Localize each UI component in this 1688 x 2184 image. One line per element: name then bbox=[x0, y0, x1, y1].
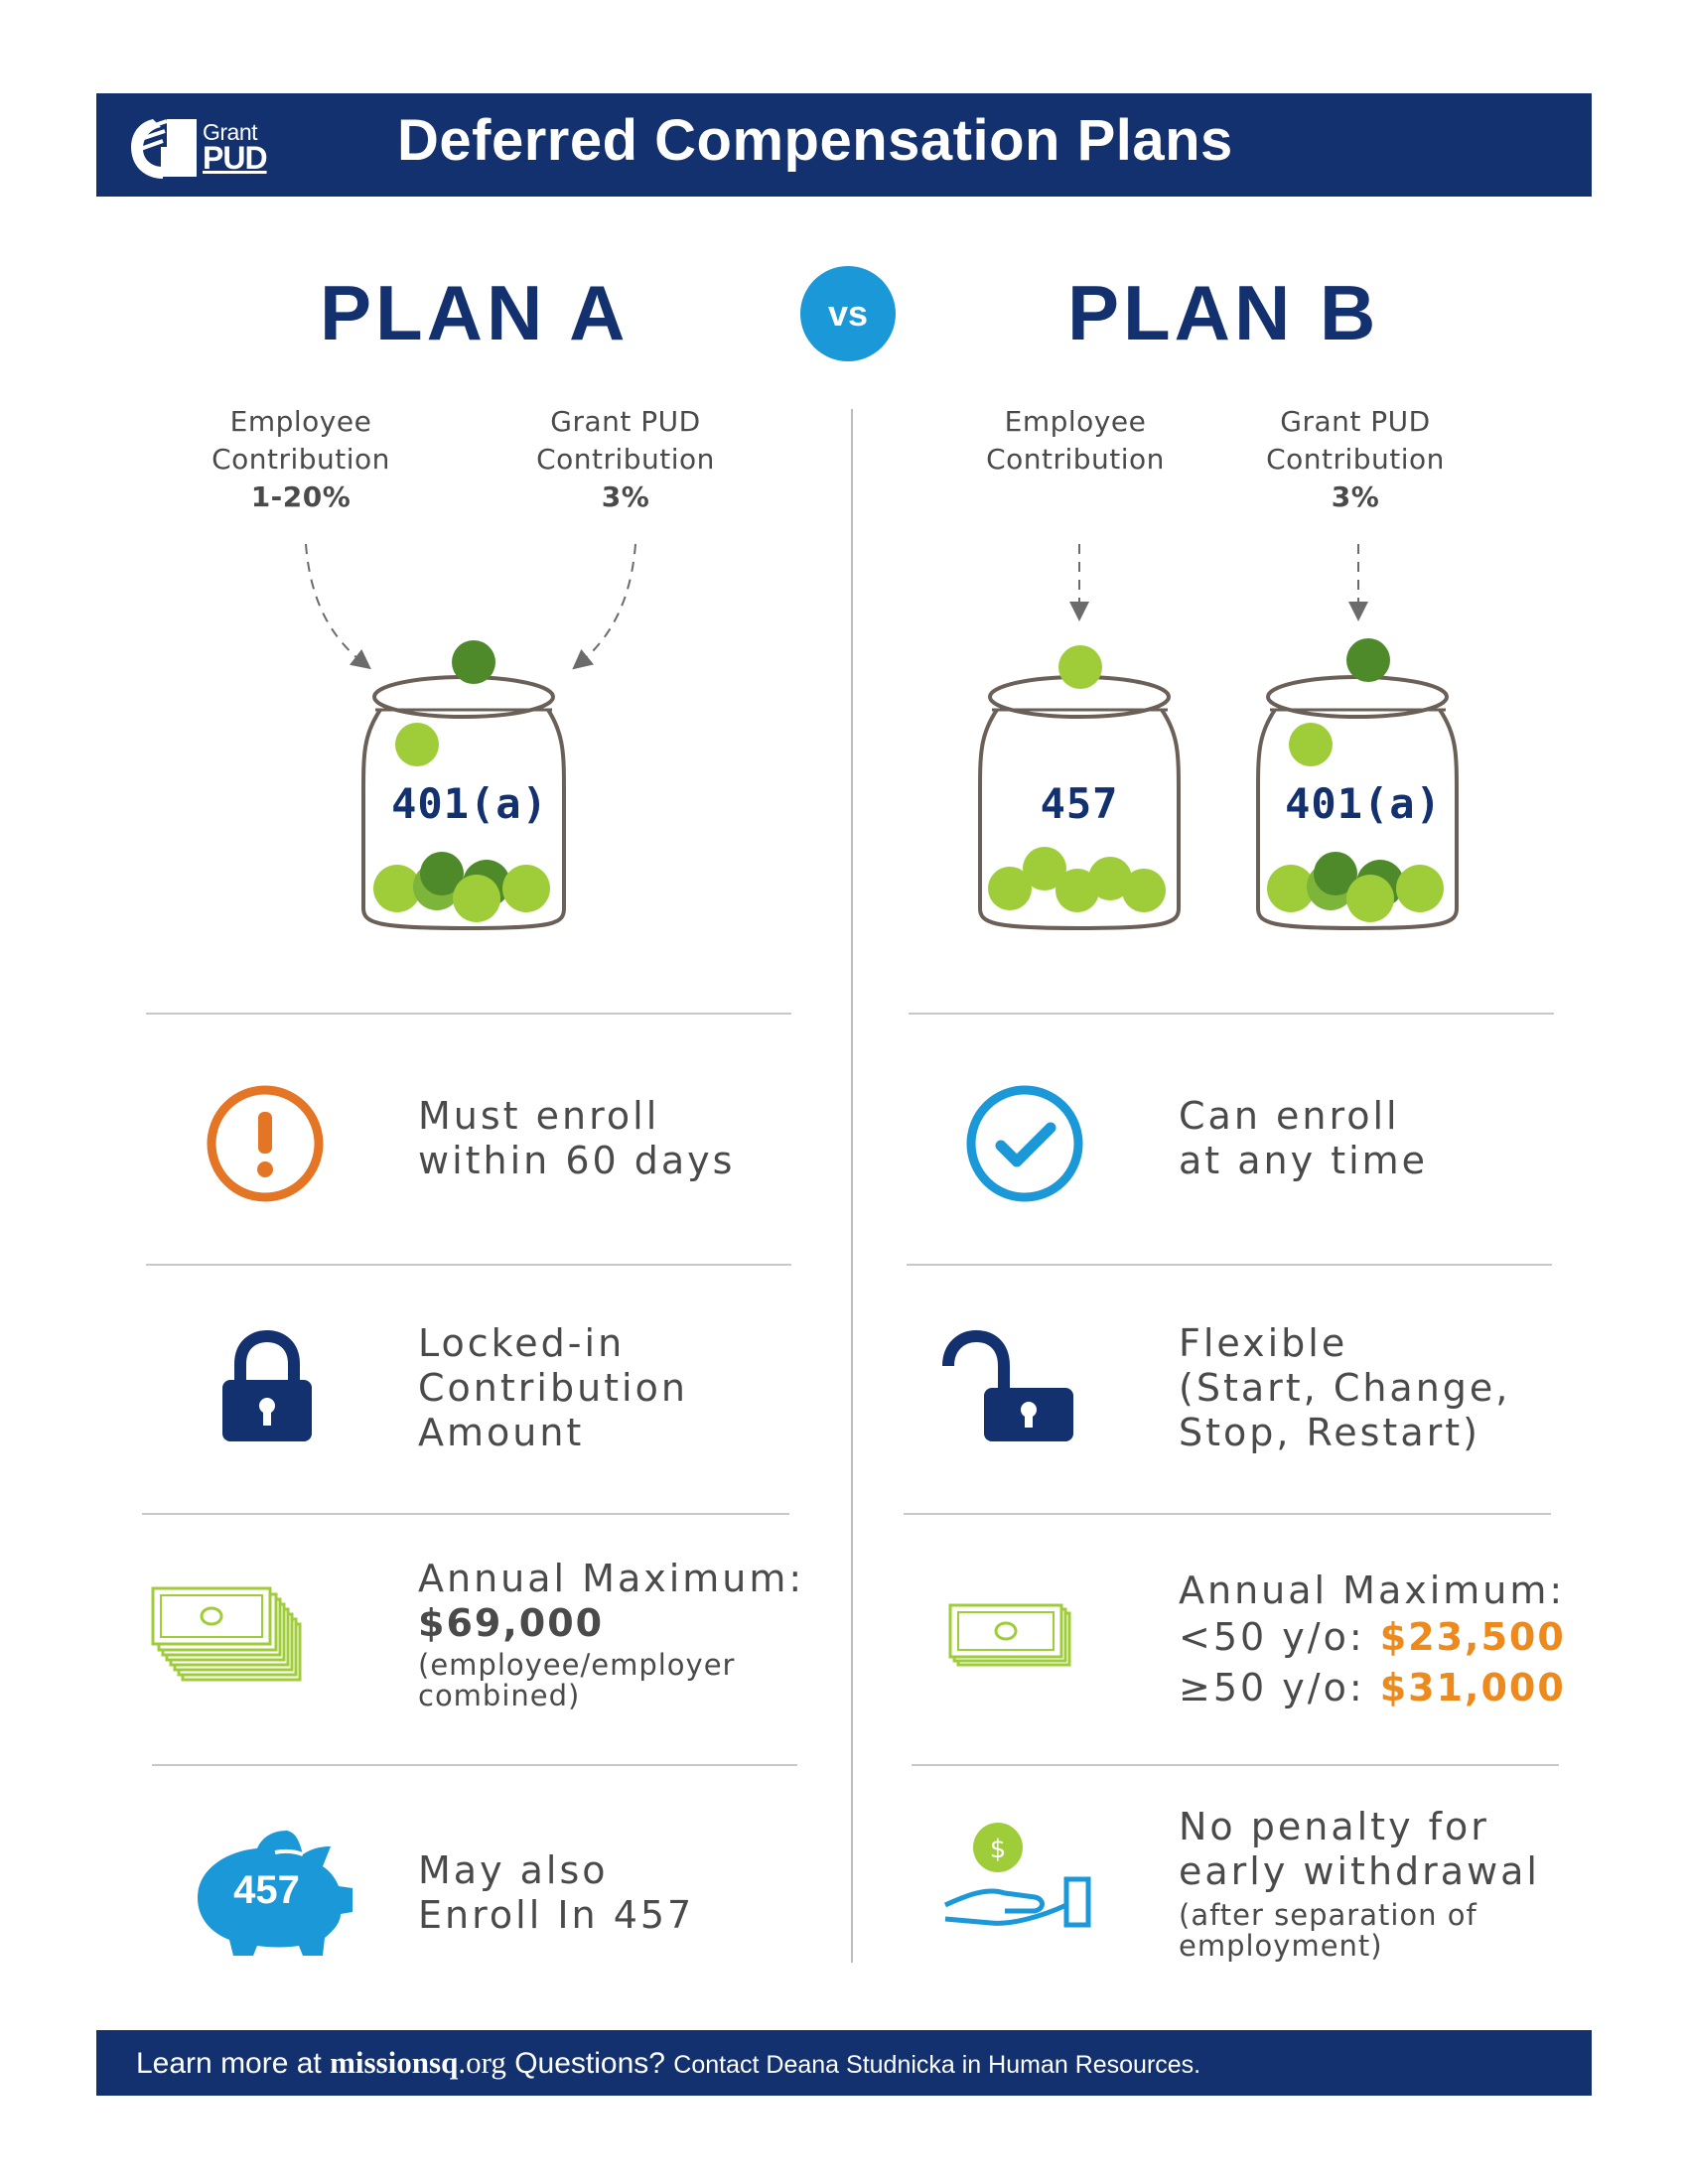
plan-a-lock-text bbox=[418, 1321, 688, 1455]
plan-a-lock-line1: Locked-in bbox=[418, 1321, 626, 1365]
plan-b-over50-row bbox=[1179, 1666, 1566, 1710]
plan-b-penalty-note-line1: (after separation of bbox=[1179, 1898, 1477, 1932]
plan-b-under50-label: <50 y/o: bbox=[1179, 1615, 1380, 1659]
plan-b-flex-line3: Stop, Restart) bbox=[1179, 1411, 1480, 1454]
plan-a-employer-label: Grant PUD Contribution bbox=[536, 405, 715, 476]
plan-b-employer-label: Grant PUD Contribution bbox=[1266, 405, 1445, 476]
divider-b-2 bbox=[907, 1264, 1552, 1266]
footer-learn: Learn more at bbox=[136, 2047, 331, 2080]
plan-a-also-line1: May also bbox=[418, 1848, 609, 1892]
divider-b-4 bbox=[912, 1764, 1559, 1766]
divider-b-1 bbox=[909, 1013, 1554, 1015]
footer-text bbox=[136, 2045, 1200, 2081]
logo-text-pud: PUD bbox=[203, 140, 267, 176]
divider-a-3 bbox=[142, 1513, 789, 1515]
plan-b-flex-line2: (Start, Change, bbox=[1179, 1366, 1511, 1410]
plan-a-heading: PLAN A bbox=[320, 269, 630, 356]
cash-stack-icon bbox=[149, 1586, 304, 1694]
plan-b-jar1-label: 457 bbox=[1040, 779, 1119, 828]
footer-contact: Contact Deana Studnicka in Human Resources. bbox=[673, 2051, 1201, 2079]
plan-a-employee-value: 1-20% bbox=[250, 480, 352, 513]
plan-b-under50-row bbox=[1179, 1615, 1566, 1660]
lock-icon bbox=[218, 1330, 316, 1445]
plan-a-max-label: Annual Maximum: bbox=[418, 1557, 805, 1600]
warning-icon bbox=[204, 1082, 327, 1205]
plan-b-max-label: Annual Maximum: bbox=[1179, 1569, 1566, 1612]
cash-icon bbox=[948, 1603, 1073, 1669]
plan-a-lock-line3: Amount bbox=[418, 1411, 585, 1454]
plan-a-max-note-line1: (employee/employer bbox=[418, 1648, 736, 1682]
vs-badge: vs bbox=[800, 266, 896, 361]
plan-b-jar2-label: 401(a) bbox=[1285, 779, 1442, 828]
plan-b-flex-text bbox=[1179, 1321, 1510, 1455]
plan-b-under50-value: $23,500 bbox=[1379, 1615, 1566, 1659]
plan-a-enroll-line1: Must enroll bbox=[418, 1094, 660, 1138]
plan-b-enroll-text bbox=[1179, 1094, 1428, 1183]
divider-a-1 bbox=[146, 1013, 791, 1015]
footer-site-link[interactable]: missionsq bbox=[330, 2045, 459, 2080]
plan-a-lock-line2: Contribution bbox=[418, 1366, 688, 1410]
plan-b-employer-value: 3% bbox=[1331, 480, 1380, 513]
plan-a-employee-label: Employee Contribution bbox=[211, 405, 390, 476]
plan-b-enroll-line2: at any time bbox=[1179, 1139, 1429, 1182]
plan-a-max-block bbox=[418, 1557, 804, 1711]
logo-text-grant: Grant bbox=[203, 119, 258, 145]
jars-illustration bbox=[0, 0, 1688, 993]
plan-a-employee-arrow bbox=[306, 544, 363, 663]
plan-b-penalty-block bbox=[1179, 1805, 1540, 1962]
plan-b-penalty-note-line2: employment) bbox=[1179, 1929, 1383, 1963]
plan-b-heading: PLAN B bbox=[1067, 269, 1380, 356]
plan-b-over50-value: $31,000 bbox=[1379, 1666, 1566, 1709]
plan-a-employer-arrow bbox=[580, 544, 635, 663]
plan-b-enroll-line1: Can enroll bbox=[1179, 1094, 1400, 1138]
plan-b-over50-label: ≥50 y/o: bbox=[1179, 1666, 1380, 1709]
svg-text:$: $ bbox=[989, 1835, 1007, 1864]
piggy-bank-label: 457 bbox=[233, 1868, 300, 1912]
plan-b-flex-line1: Flexible bbox=[1179, 1321, 1348, 1365]
plan-a-max-note-line2: combined) bbox=[418, 1679, 581, 1712]
divider-a-4 bbox=[152, 1764, 797, 1766]
plan-b-employee-label: Employee Contribution bbox=[986, 405, 1165, 476]
plan-b-max-block bbox=[1179, 1569, 1566, 1710]
plan-a-also-text bbox=[418, 1848, 694, 1938]
plan-a-max-value: $69,000 bbox=[418, 1601, 605, 1645]
page-title: Deferred Compensation Plans bbox=[397, 108, 1233, 173]
plan-b-penalty-line1: No penalty for bbox=[1179, 1805, 1489, 1848]
plan-a-employer-value: 3% bbox=[601, 480, 650, 513]
plan-b-penalty-line2: early withdrawal bbox=[1179, 1849, 1540, 1893]
footer-site-tld[interactable]: .org bbox=[458, 2045, 506, 2080]
plan-a-also-line2: Enroll In 457 bbox=[418, 1893, 695, 1937]
footer-questions: Questions? bbox=[505, 2047, 674, 2080]
divider-a-2 bbox=[146, 1264, 791, 1266]
plan-a-enroll-line2: within 60 days bbox=[418, 1139, 736, 1182]
plan-a-jar-label: 401(a) bbox=[391, 779, 548, 828]
checkmark-icon bbox=[963, 1082, 1086, 1205]
divider-b-3 bbox=[904, 1513, 1551, 1515]
plan-a-enroll-text bbox=[418, 1094, 735, 1183]
unlock-icon bbox=[938, 1330, 1077, 1445]
hand-coin-icon bbox=[941, 1822, 1100, 1931]
